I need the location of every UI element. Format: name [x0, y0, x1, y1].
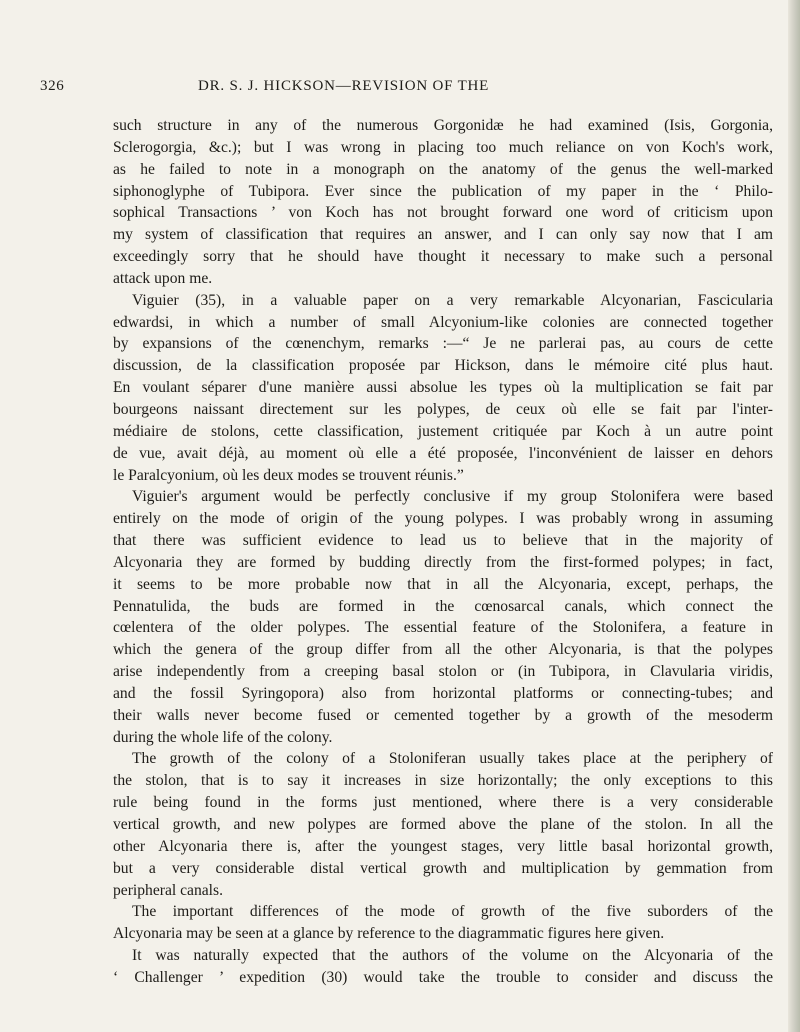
text-line: vertical growth, and new polypes are formed above the plane of the stolon. In all the [113, 816, 773, 833]
page-edge-shadow [788, 0, 800, 1032]
text-line: that there was sufficient evidence to lead us to believe that in the majority of [113, 532, 773, 550]
text-line: rule being found in the forms just mentioned, where there is a very considerable [113, 794, 773, 812]
text-line: Viguier (35), in a valuable paper on a very remarkable Alcyonarian, Fascicularia [132, 291, 773, 309]
text-line: siphonoglyphe of Tubipora. Ever since the publication of my paper in the ‘ Philo- [113, 182, 773, 200]
text-line: Alcyonaria they are formed by budding directly from the first-formed polypes; in fact, [113, 553, 773, 571]
text-line: sophical Transactions ’ von Koch has not brought forward one word of criticism upon [113, 204, 773, 222]
text-line: cœlentera of the older polypes. The essential feature of the Stolonifera, a feature in [113, 619, 773, 637]
text-line: le Paralcyonium, où les deux modes se trouvent réunis.” [113, 466, 464, 484]
text-line: médiaire de stolons, cette classification, justement critiquée par Koch à un autre point [113, 422, 773, 440]
text-line: during the whole life of the colony. [113, 728, 333, 746]
text-line: Viguier's argument would be perfectly conclusive if my group Stolonifera were based [132, 488, 773, 506]
text-line: arise independently from a creeping basal stolon or (in Tubipora, in Clavularia viridis, [113, 663, 773, 681]
text-line: other Alcyonaria there is, after the youngest stages, very little basal horizontal growth, [113, 837, 773, 855]
text-line: my system of classification that requires an answer, and I can only say now that I am [113, 226, 773, 244]
text-line: such structure in any of the numerous Gorgonidæ he had examined (Isis, Gorgonia, [113, 117, 773, 134]
text-line: discussion, de la classification proposée par Hickson, dans le mémoire cité plus haut. [113, 357, 773, 375]
text-line: it seems to be more probable now that in all the Alcyonaria, except, perhaps, the [113, 575, 773, 593]
text-line: by expansions of the cœnenchym, remarks :—“ Je ne parlerai pas, au cours de cette [113, 335, 773, 353]
text-line: En voulant séparer d'une manière aussi absolue les types où la multiplication se fait par [113, 379, 773, 397]
running-head-title: DR. S. J. HICKSON—REVISION OF THE [198, 78, 490, 94]
text-line: but a very considerable distal vertical growth and multiplication by gemmation from [113, 859, 773, 877]
page-number: 326 [40, 78, 65, 94]
text-line: The growth of the colony of a Stoloniferan usually takes place at the periphery of [132, 750, 773, 768]
running-head [40, 78, 775, 100]
text-line: exceedingly sorry that he should have thought it necessary to make such a personal [113, 248, 773, 266]
text-line: entirely on the mode of origin of the young polypes. I was probably wrong in assuming [113, 510, 773, 528]
text-line: peripheral canals. [113, 881, 223, 899]
text-line: bourgeons naissant directement sur les polypes, de ceux où elle se fait par l'inter- [113, 400, 773, 418]
text-line: Pennatulida, the buds are formed in the cœnosarcal canals, which connect the [113, 597, 773, 615]
text-line: as he failed to note in a monograph on the anatomy of the genus the well-marked [113, 160, 773, 178]
text-line: the stolon, that is to say it increases in size horizontally; the only exceptions to this [113, 772, 773, 790]
body-text [113, 115, 773, 989]
text-line: ‘ Challenger ’ expedition (30) would take the trouble to consider and discuss the [113, 968, 773, 986]
text-line: Sclerogorgia, &c.); but I was wrong in placing too much reliance on von Koch's work, [113, 138, 773, 156]
text-line: their walls never become fused or cemented together by a growth of the mesoderm [113, 706, 773, 724]
text-line: The important differences of the mode of growth of the five suborders of the [132, 903, 773, 921]
text-line: which the genera of the group differ from all the other Alcyonaria, is that the polypes [113, 641, 773, 659]
text-line: de vue, avait déjà, au moment où elle a été proposée, l'inconvénient de laisser en dehors [113, 444, 773, 462]
text-line: and the fossil Syringopora) also from horizontal platforms or connecting-tubes; and [113, 684, 773, 702]
text-line: edwardsi, in which a number of small Alcyonium-like colonies are connected together [113, 313, 773, 331]
text-line: attack upon me. [113, 269, 213, 287]
text-line: It was naturally expected that the authors of the volume on the Alcyonaria of the [132, 947, 773, 965]
text-line: Alcyonaria may be seen at a glance by reference to the diagrammatic figures here given. [113, 925, 665, 943]
